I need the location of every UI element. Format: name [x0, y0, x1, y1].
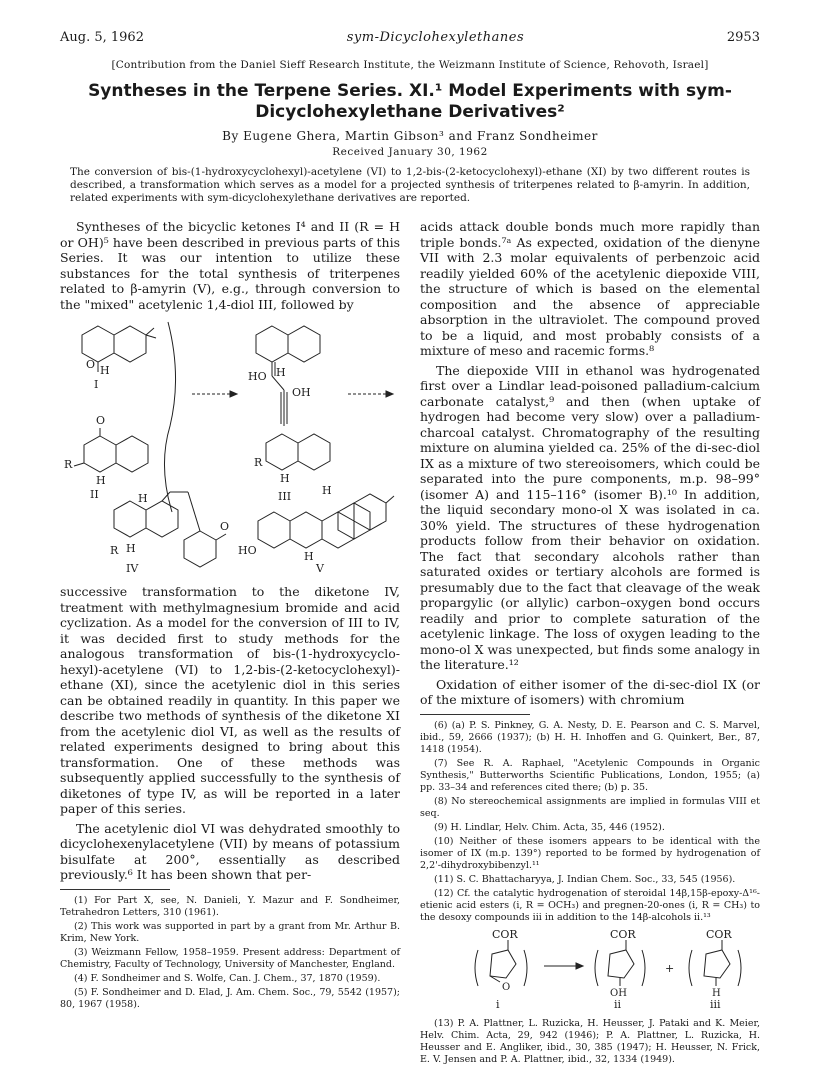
structure-scheme	[60, 316, 400, 578]
footnote: (10) Neither of these isomers appears to be identical with the isomer of IX (m.p. 139°) reported to be formed by hydrogenation of 2,2'-dihydroxybibenzyl.¹¹	[420, 835, 760, 871]
journal-page	[60, 30, 760, 1068]
atom-h: H	[280, 472, 290, 485]
ring	[114, 326, 146, 362]
substituent-cor: COR	[610, 927, 636, 941]
atom-oh: OH	[292, 386, 311, 399]
footnote: (9) H. Lindlar, Helv. Chim. Acta, 35, 446 (1952).	[434, 821, 665, 833]
atom-r: R	[254, 456, 263, 469]
page-number: 2953	[726, 30, 760, 45]
compound-label-III: III	[278, 490, 292, 503]
compound-label-iii: iii	[710, 997, 721, 1011]
atom-o: O	[96, 414, 106, 427]
compound-label-ii: ii	[614, 997, 622, 1011]
footnote: (2) This work was supported in part by a grant from Mr. Arthur B. Krim, New York.	[60, 920, 400, 944]
epoxide-scheme-figure	[420, 928, 760, 1012]
paragraph: The acetylenic diol VI was dehydrated smoothly to dicyclohexenylacetylene (VII) by means of potassium bisulfate at 200°, essentially as described previously.⁶ It has been shown that per-	[60, 820, 400, 882]
atom-h: H	[276, 366, 286, 379]
atom-h: H	[304, 550, 314, 563]
footnote: (4) F. Sondheimer and S. Wolfe, Can. J. Chem., 37, 1870 (1959).	[74, 972, 381, 984]
footnote: (5) F. Sondheimer and D. Elad, J. Am. Chem. Soc., 79, 5542 (1957); 80, 1967 (1958).	[60, 986, 400, 1010]
reaction-scheme-figure	[60, 316, 400, 578]
running-head-date: Aug. 5, 1962	[60, 30, 144, 45]
substituent-cor: COR	[706, 927, 732, 941]
atom-o: O	[502, 981, 511, 993]
atom-o: O	[86, 358, 96, 371]
substituent-cor: COR	[492, 927, 518, 941]
running-head	[60, 30, 760, 45]
atom-h: H	[100, 364, 110, 377]
paragraph: The diepoxide VIII in ethanol was hydrogenated first over a Lindlar lead-poisoned palladium-calcium carbonate catalyst,⁹ and then (when uptake of hydrogen had become very slow) over a palladium-charcoal catalyst. Chromatography of the resulting mixture on alumina yielded ca. 25% of the di-sec-diol IX as a mixture of two stereoisomers, which could be separated into the pure components, m.p. 98–99° (isomer A) and 115–116° (isomer B).¹⁰ In addition, the liquid secondary mono-ol X was isolated in ca. 30% yield. The structures of these hydrogenation products follow from their behavior on oxidation. The fact that secondary alcohols rather than saturated oxides or tertiary alcohols are formed is presumably due to the fact that cleavage of the weak propargylic (or allylic) carbon–oxygen bond occurs readily and prior to complete saturation of the acetylenic linkage. The loss of oxygen leading to the mono-ol X was unexpected, but finds some analogy in the literature.¹²	[420, 362, 760, 672]
compound-label-i: i	[496, 997, 500, 1011]
footnote-divider	[420, 714, 530, 715]
contribution-line: [Contribution from the Daniel Sieff Research Institute, the Weizmann Institute of Science, Rehovoth, Israel]	[111, 59, 709, 71]
compound-label-II: II	[90, 488, 99, 501]
footnote: (8) No stereochemical assignments are implied in formulas VIII et seq.	[420, 795, 760, 819]
footnote: (7) See R. A. Raphael, "Acetylenic Compounds in Organic Synthesis," Butterworths Scientific Publications, London, 1955; (a) pp. 33–34 and references cited there; (b) p. 35.	[420, 757, 760, 793]
author-line: By Eugene Ghera, Martin Gibson³ and Franz Sondheimer	[222, 129, 598, 143]
atom-oh: OH	[610, 987, 627, 999]
paragraph: successive transformation to the diketone IV, treatment with methylmagnesium bromide and acid cyclization. As a model for the conversion of III to IV, it was decided first to study methods for the analogous transformation of bis-(1-hydroxycyclo-hexyl)-acetylene (VI) to 1,2-bis-(2-ketocyclohexyl)-ethane (XI), since the acetylenic diol in this series can be obtained readily in quantity. In this paper we describe two methods of synthesis of the diketone XI from the acetylenic diol VI, as well as the results of related experiments designed to bring about this transformation. One of these methods was subsequently applied successfully to the synthesis of diketones of type IV, as will be reported in a later paper of this series.	[60, 584, 400, 816]
atom-r: R	[64, 458, 73, 471]
atom-o: O	[220, 520, 230, 533]
footnote: (1) For Part X, see, N. Danieli, Y. Mazur and F. Sondheimer, Tetrahedron Letters, 310 (1961).	[60, 894, 400, 918]
received-date: Received January 30, 1962	[332, 146, 488, 158]
compound-label-V: V	[316, 562, 324, 575]
atom-r: R	[110, 544, 119, 557]
atom-h: H	[126, 542, 136, 555]
footnote-divider	[60, 889, 170, 890]
compound-label-I: I	[94, 378, 99, 391]
right-column	[420, 219, 760, 1068]
footnote: (3) Weizmann Fellow, 1958–1959. Present address: Department of Chemistry, Faculty of Technology, University of Manchester, England.	[60, 946, 400, 970]
atom-h: H	[96, 474, 106, 487]
two-column-body	[60, 219, 760, 1068]
paragraph: Oxidation of either isomer of the di-sec-diol IX (or of the mixture of isomers) with chromium	[420, 676, 760, 707]
paragraph: Syntheses of the bicyclic ketones I⁴ and II (R = H or OH)⁵ have been described in previous parts of this Series. It was our intention to utilize these substances for the total synthesis of triterpenes related to β-amyrin (V), e.g., through conversion to the "mixed" acetylenic 1,4-diol III, followed by	[60, 219, 400, 312]
atom-ho: HO	[238, 544, 257, 557]
abstract: The conversion of bis-(1-hydroxycyclohexyl)-acetylene (VI) to 1,2-bis-(2-ketocyclohexyl)-ethane (XI) by two different routes is described, a transformation which serves as a model for a projected synthesis of triterpenes related to β-amyrin. In addition, related experiments with sym-dicyclohexylethane derivatives are reported.	[70, 166, 750, 204]
left-column	[60, 219, 400, 1068]
atom-h: H	[138, 492, 148, 505]
article-title: Syntheses in the Terpene Series. XI.¹ Model Experiments with sym-Dicyclohexylethane Derivatives²	[88, 81, 732, 122]
running-head-title: sym-Dicyclohexylethanes	[346, 30, 525, 45]
atom-ho: HO	[248, 370, 267, 383]
left-footnotes	[60, 895, 400, 1011]
plus-sign: +	[665, 961, 675, 975]
paragraph: acids attack double bonds much more rapidly than triple bonds.⁷ᵃ As expected, oxidation of the dienyne VII with 2.3 molar equivalents of perbenzoic acid readily yielded 60% of the acetylenic diepoxide VIII, the structure of which is based on the elemental composition and the absence of appreciable absorption in the ultraviolet. The compound proved to be a liquid, and most probably consists of a mixture of meso and racemic forms.⁸	[420, 219, 760, 358]
compound-label-IV: IV	[126, 562, 139, 575]
footnote: (12) Cf. the catalytic hydrogenation of steroidal 14β,15β-epoxy-Δ¹⁶-etienic acid esters (i, R = OCH₃) and pregnen-20-ones (i, R = CH₃) to the desoxy compounds iii in addition to the 14β-alcohols ii.¹³	[420, 887, 760, 923]
ring	[82, 326, 114, 362]
atom-h: H	[712, 987, 721, 999]
footnote: (11) S. C. Bhattacharyya, J. Indian Chem. Soc., 33, 545 (1956).	[434, 873, 736, 885]
small-structure-scheme	[420, 928, 760, 1012]
footnote: (6) (a) P. S. Pinkney, G. A. Nesty, D. E. Pearson and C. S. Marvel, ibid., 59, 2666 (1937); (b) H. H. Inhoffen and G. Quinkert, Ber., 87, 1418 (1954).	[420, 719, 760, 755]
footnote: (13) P. A. Plattner, L. Ruzicka, H. Heusser, J. Pataki and K. Meier, Helv. Chim. Acta, 29, 942 (1946); P. A. Plattner, L. Ruzicka, H. Heusser and E. Angliker, ibid., 30, 385 (1947); H. Heusser, N. Frick, E. V. Jensen and P. A. Plattner, ibid., 32, 1334 (1949).	[420, 1017, 760, 1065]
atom-h: H	[322, 484, 332, 497]
right-footnotes	[420, 720, 760, 924]
